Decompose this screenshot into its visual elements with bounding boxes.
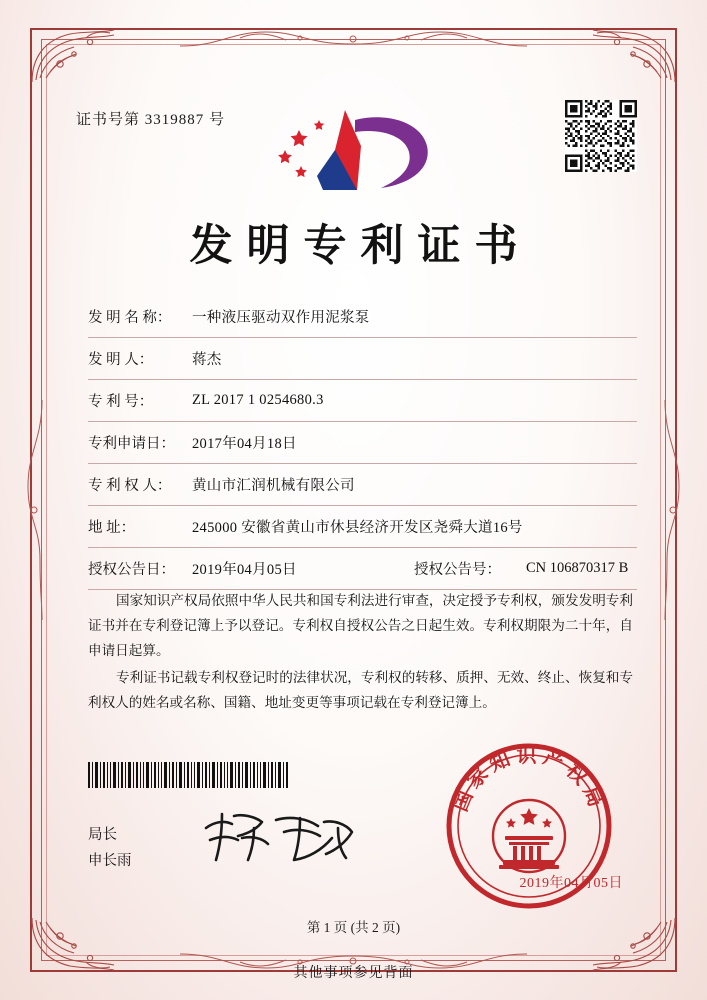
back-side-note: 其他事项参见背面: [293, 966, 414, 981]
certificate-number: 证书号第 3319887 号: [76, 112, 226, 128]
handwritten-signature-icon: [198, 806, 363, 868]
body-paragraph-1: 国家知识产权局依照中华人民共和国专利法进行审查，决定授予专利权，颁发发明专利证书并在专利登记簿上予以登记。专利权自授权公告之日起生效。专利权期限为二十年，自申请日起算。: [88, 593, 633, 658]
field-value: ZL 2017 1 0254680.3: [192, 392, 324, 408]
field-value: 一种液压驱动双作用泥浆泵: [192, 310, 370, 326]
corner-ornament-icon: [30, 28, 116, 84]
field-value: 黄山市汇润机械有限公司: [192, 478, 355, 494]
field-value-grant-date: 2019年04月05日: [192, 562, 297, 578]
field-row-application-date: [88, 422, 637, 464]
field-label: 专 利 号：: [88, 394, 154, 410]
field-label-grant-date: 授权公告日：: [88, 562, 175, 578]
field-label: 发 明 名 称：: [88, 310, 172, 326]
qr-code-icon: [565, 100, 637, 172]
body-text: [88, 588, 633, 717]
corner-ornament-icon: [591, 28, 677, 84]
field-label: 地 址：: [88, 520, 136, 536]
signature-labels: [88, 822, 132, 874]
edge-ornament-icon: [22, 400, 48, 620]
field-value: 蒋杰: [192, 352, 222, 368]
signature-title-label: 局长: [88, 827, 117, 843]
field-value-grant-number: CN 106870317 B: [526, 560, 629, 576]
field-row-invention-name: [88, 296, 637, 338]
field-value: 2017年04月18日: [192, 436, 297, 452]
field-row-grant-announcement: [88, 548, 637, 590]
edge-ornament-icon: [180, 26, 527, 52]
field-row-inventor: [88, 338, 637, 380]
field-row-patentee: [88, 464, 637, 506]
field-label: 发 明 人：: [88, 352, 154, 368]
svg-text:国家知识产权局: 国家知识产权局: [447, 743, 611, 815]
field-value: 245000 安徽省黄山市休县经济开发区尧舜大道16号: [192, 520, 523, 536]
page-title: 发明专利证书: [189, 221, 532, 271]
signature-name-label: 申长雨: [88, 853, 132, 869]
field-label-grant-number: 授权公告号：: [414, 562, 501, 578]
patent-office-emblem-icon: [261, 106, 447, 202]
body-paragraph-2: 专利证书记载专利权登记时的法律状况，专利权的转移、质押、无效、终止、恢复和专利权人的姓名或名称、国籍、地址变更等事项记载在专利登记簿上。: [88, 670, 633, 710]
field-label: 专利申请日：: [88, 436, 175, 452]
field-label: 专 利 权 人：: [88, 478, 172, 494]
seal-date: 2019年04月05日: [519, 876, 623, 891]
field-row-patent-number: [88, 380, 637, 422]
page-number: 第 1 页 (共 2 页): [306, 920, 401, 935]
field-list: [88, 296, 637, 590]
barcode-icon: [88, 762, 288, 788]
field-row-address: [88, 506, 637, 548]
edge-ornament-icon: [659, 400, 685, 620]
